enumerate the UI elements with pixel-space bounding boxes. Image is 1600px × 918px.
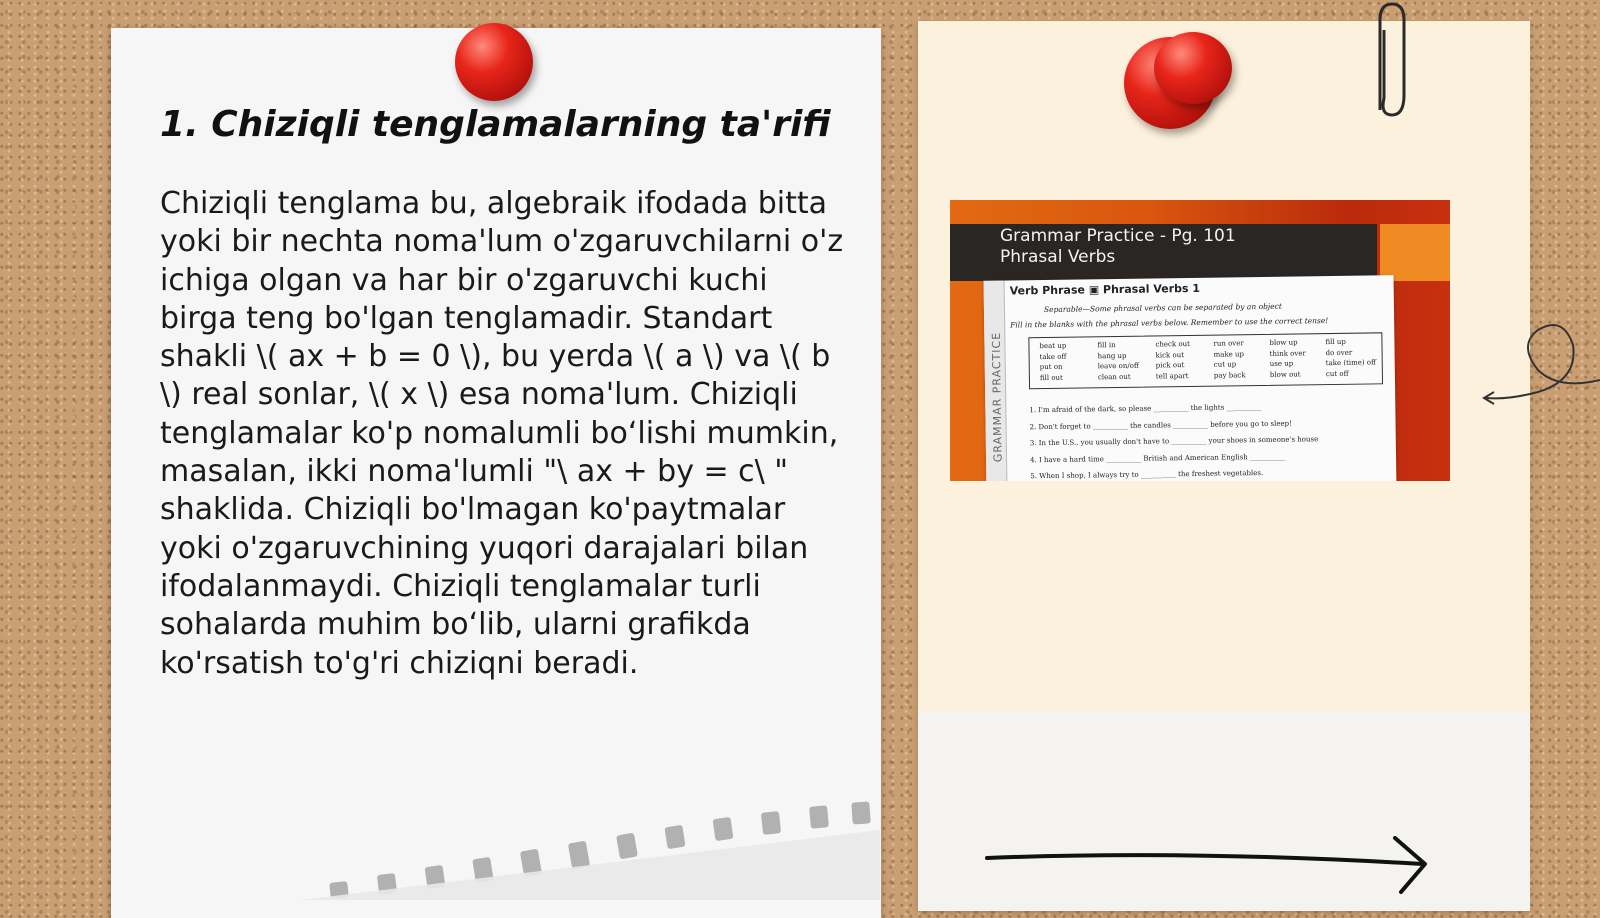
word-bank-column	[1325, 336, 1376, 379]
red-pushpin-icon	[455, 23, 533, 101]
paperclip-icon	[1370, 0, 1420, 130]
word-bank-item: put on	[1039, 362, 1063, 372]
exercise-item: 3. In the U.S., you usually don't have to __________ your shoes in someone's house	[1029, 435, 1319, 448]
word-bank-column	[1039, 341, 1066, 383]
word-bank-item: hang up	[1097, 351, 1127, 360]
right-arrow-icon[interactable]	[985, 836, 1445, 896]
worksheet-header: Verb Phrase ▣ Phrasal Verbs 1	[1009, 281, 1201, 298]
worksheet-subtitle: Separable—Some phrasal verbs can be separated by an object	[1043, 301, 1282, 315]
slide-accent-block	[1380, 224, 1450, 281]
worksheet-page	[984, 275, 1397, 481]
word-bank-item: fill in	[1097, 341, 1116, 350]
word-bank-item: leave on/off	[1097, 361, 1139, 371]
word-bank-item: clean out	[1097, 372, 1131, 381]
word-bank-item: cut up	[1213, 360, 1237, 369]
definition-text: Chiziqli tenglama bu, algebraik ifodada bitta yoki bir nechta noma'lum o'zgaruvchilarni o'z ichiga olgan va har bir o'zgaruvchi kuchi birga teng bo'lgan tenglamadir. Standart shakli \( ax + b = 0 \), bu yerda \( a \) va \( b \) real sonlar, \( x \) esa noma'lum. Chiziqli tenglamalar ko'p nomalumli bo‘lishi mumkin, masalan, ikki noma'lumli "\ ax + by = c\ " shaklida. Chiziqli bo'lmagan ko'paytmalar yoki o'zgaruvchining yuqori darajalari bilan ifodalanmaydi. Chiziqli tenglamalar turli sohalarda muhim bo‘lib, ularni grafikda ko'rsatish to'g'ri chiziqni beradi.	[160, 186, 844, 681]
slide-title-line-2: Phrasal Verbs	[1000, 247, 1116, 267]
exercise-item: 5. When I shop, I always try to __________ the freshest vegetables.	[1030, 468, 1264, 481]
hand-drawn-loop-arrow-icon	[1478, 310, 1600, 410]
word-bank-item: think over	[1269, 348, 1306, 358]
word-bank-item: fill out	[1039, 373, 1063, 382]
word-bank-item: blow out	[1269, 369, 1301, 379]
word-bank-item: run over	[1213, 339, 1244, 348]
word-bank-column	[1269, 337, 1306, 380]
word-bank-item: pay back	[1213, 370, 1246, 380]
slide-title-line-1: Grammar Practice - Pg. 101	[1000, 226, 1236, 246]
word-bank-item: kick out	[1155, 350, 1185, 359]
page-title: 1. Chiziqli tenglamalarning ta'rifi	[160, 104, 831, 145]
red-pushpin-icon	[1154, 32, 1232, 104]
word-bank-item: take off	[1039, 352, 1067, 361]
word-bank-item: tell apart	[1155, 371, 1189, 380]
word-bank-box	[1028, 332, 1383, 389]
worksheet-sidebar	[984, 281, 1008, 481]
word-bank-item: make up	[1213, 349, 1245, 359]
word-bank-column	[1097, 340, 1139, 383]
word-bank-column	[1213, 338, 1245, 380]
exercise-list	[1029, 398, 1319, 481]
word-bank-item: check out	[1155, 339, 1191, 349]
word-bank-item: fill up	[1325, 337, 1346, 347]
word-bank-item: use up	[1269, 359, 1294, 368]
word-bank-item: pick out	[1155, 361, 1185, 370]
slide-title	[1000, 226, 1236, 268]
word-bank-item: cut off	[1325, 369, 1349, 378]
word-bank-item: take (time) off	[1325, 358, 1377, 368]
exercise-item: 1. I'm afraid of the dark, so please __________ the lights __________	[1029, 403, 1262, 415]
worksheet-side-label: GRAMMAR PRACTICE	[989, 331, 1005, 463]
torn-edge-decoration	[300, 800, 880, 900]
grammar-slide-image	[950, 200, 1450, 481]
exercise-item: 4. I have a hard time __________ British and American English __________	[1030, 452, 1286, 464]
word-bank-item: do over	[1325, 348, 1353, 357]
word-bank-item: blow up	[1269, 338, 1298, 347]
word-bank-column	[1155, 339, 1190, 381]
exercise-item: 2. Don't forget to __________ the candles __________ before you go to sleep!	[1029, 419, 1292, 431]
worksheet-instruction: Fill in the blanks with the phrasal verbs below. Remember to use the correct tense!	[1010, 316, 1329, 330]
word-bank-item: beat up	[1039, 341, 1067, 351]
